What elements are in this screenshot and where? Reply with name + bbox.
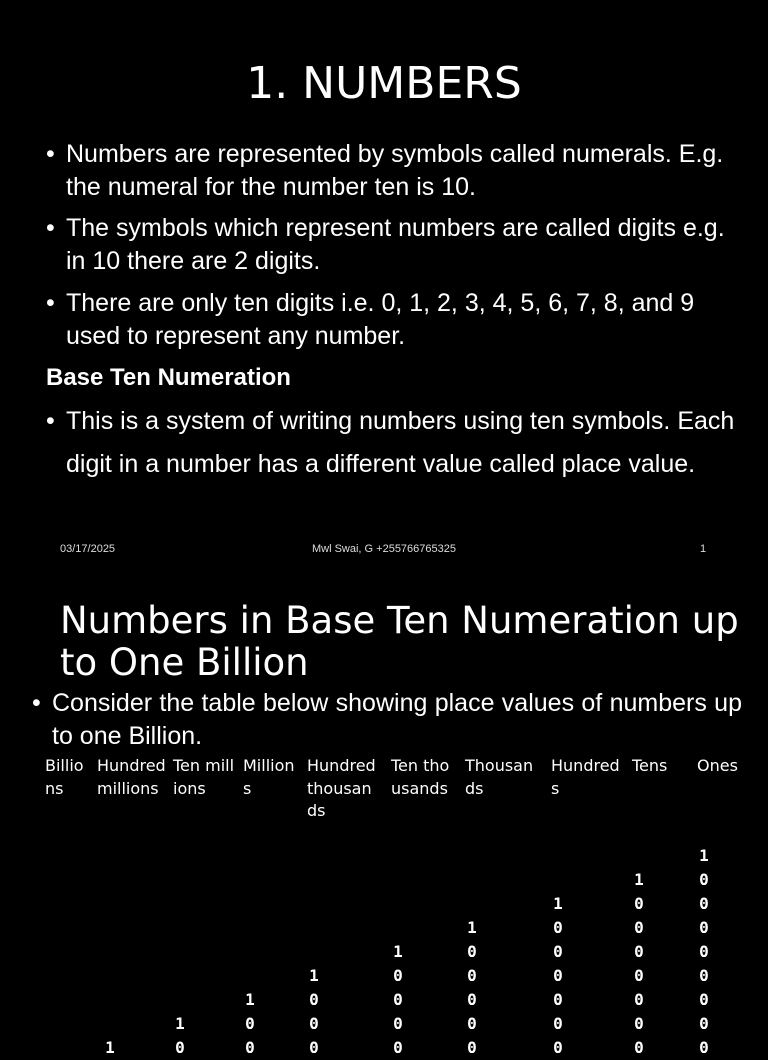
place-value-digit: 0 (699, 918, 709, 937)
place-value-digit: 0 (393, 1038, 403, 1057)
place-value-digit: 0 (699, 1014, 709, 1033)
column-header: Ten thousands (391, 756, 450, 798)
place-value-digit: 0 (553, 942, 563, 961)
place-value-digit: 0 (553, 1014, 563, 1033)
footer-author: Mwl Swai, G +255766765325 (311, 543, 456, 555)
footer-page-number: 1 (700, 543, 707, 555)
place-value-digit: 1 (393, 942, 403, 961)
place-value-digit: 0 (393, 966, 403, 985)
place-value-digit: 0 (467, 1038, 477, 1057)
place-value-digit: 1 (105, 1038, 115, 1057)
place-value-digit: 0 (393, 1014, 403, 1033)
column-header: Thousands (465, 756, 534, 798)
place-value-digit: 1 (634, 870, 644, 889)
place-value-digit: 0 (467, 1014, 477, 1033)
place-value-digit: 0 (309, 1014, 319, 1033)
place-value-digit: 1 (467, 918, 477, 937)
column-header: Billions (45, 756, 84, 798)
place-value-digit: 1 (175, 1014, 185, 1033)
place-value-digit: 0 (699, 942, 709, 961)
place-value-digit: 0 (309, 1038, 319, 1057)
place-value-digit: 0 (634, 918, 644, 937)
column-header: Hundreds (551, 756, 620, 798)
place-value-digit: 0 (245, 1014, 255, 1033)
place-value-digit: 0 (467, 966, 477, 985)
slide-2 (0, 568, 768, 1057)
bullet-item (46, 400, 736, 486)
place-value-digit: 1 (309, 966, 319, 985)
column-header: Ten millions (173, 756, 235, 798)
bullet-item (32, 687, 742, 753)
place-value-digit: 0 (175, 1038, 185, 1057)
footer-date: 03/17/2025 (60, 543, 116, 555)
bullet-text: Numbers are represented by symbols called numerals. E.g. the numeral for the number ten is 10. (66, 140, 724, 201)
place-value-digit: 0 (634, 1014, 644, 1033)
place-value-digit: 0 (553, 966, 563, 985)
place-value-digit: 1 (245, 990, 255, 1009)
place-value-digit: 0 (553, 990, 563, 1009)
place-value-digit: 0 (699, 1038, 709, 1057)
bullet-dot: • (32, 689, 41, 717)
bullet-dot: • (46, 140, 55, 168)
place-value-digit: 0 (245, 1038, 255, 1057)
place-value-digit: 0 (634, 1038, 644, 1057)
column-header: Hundred thousands (307, 756, 376, 820)
bullet-text: This is a system of writing numbers using ten symbols. Each digit in a number has a different value called place value. (66, 407, 735, 478)
column-header: Ones (697, 756, 738, 775)
place-value-digit: 0 (699, 870, 709, 889)
slide-title: Numbers in Base Ten Numeration up to One Billion (60, 599, 739, 684)
slide-title: 1. NUMBERS (246, 58, 522, 109)
place-value-digit: 0 (634, 990, 644, 1009)
place-value-digit: 0 (699, 966, 709, 985)
bullet-text: There are only ten digits i.e. 0, 1, 2, 3, 4, 5, 6, 7, 8, and 9 used to represent any number. (66, 289, 695, 350)
bullet-text: The symbols which represent numbers are called digits e.g. in 10 there are 2 digits. (66, 214, 725, 275)
bullet-item (46, 287, 736, 353)
bullet-text: Consider the table below showing place values of numbers up to one Billion. (52, 689, 742, 750)
bullet-item (46, 212, 736, 278)
place-value-digit: 0 (553, 918, 563, 937)
place-value-digit: 0 (553, 1038, 563, 1057)
column-header: Hundred millions (97, 756, 166, 798)
place-value-digit: 1 (553, 894, 563, 913)
place-value-digit: 0 (467, 942, 477, 961)
bullet-item (46, 138, 736, 204)
bullet-dot: • (46, 289, 55, 317)
place-value-digit: 1 (699, 846, 709, 865)
column-header: Millions (243, 756, 295, 798)
place-value-digit: 0 (634, 966, 644, 985)
bullet-dot: • (46, 407, 55, 435)
place-value-digit: 0 (634, 894, 644, 913)
section-heading: Base Ten Numeration (46, 364, 291, 391)
place-value-digit: 0 (634, 942, 644, 961)
place-value-digit: 0 (699, 990, 709, 1009)
place-value-digit: 0 (393, 990, 403, 1009)
column-header: Tens (632, 756, 668, 775)
bullet-dot: • (46, 214, 55, 242)
place-value-digit: 0 (309, 990, 319, 1009)
place-value-digit: 0 (467, 990, 477, 1009)
place-value-digit: 0 (699, 894, 709, 913)
